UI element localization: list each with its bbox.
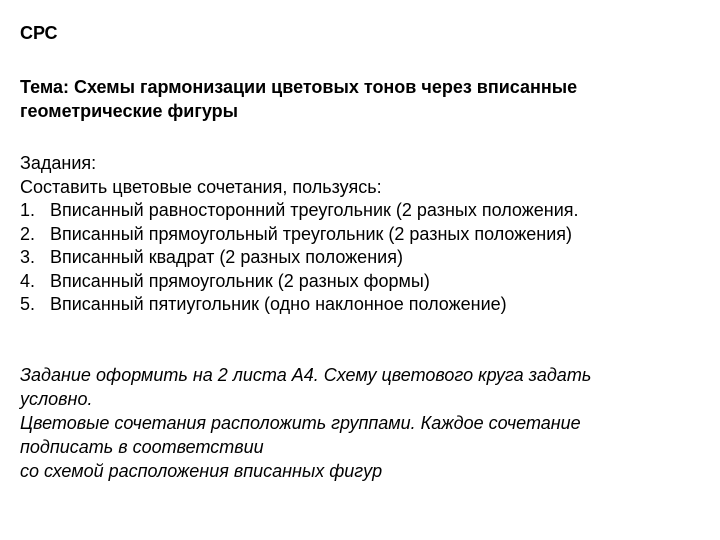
task-number: 1.: [20, 200, 36, 220]
task-text: Вписанный прямоугольник (2 разных формы): [50, 270, 430, 291]
note-line: со схемой расположения вписанных фигур: [20, 461, 383, 481]
task-text: Вписанный равносторонний треугольник (2 разных положения.: [50, 200, 579, 220]
document-label: СРС: [20, 23, 58, 43]
note-line: Задание оформить на 2 листа А4. Схему цветового круга задать: [20, 365, 592, 385]
instructions-note: [20, 363, 710, 483]
task-item: [20, 223, 710, 247]
task-item: [20, 199, 710, 223]
task-text: Вписанный квадрат (2 разных положения): [50, 247, 403, 267]
task-text: Вписанный пятиугольник (одно наклонное положение): [50, 294, 507, 314]
topic-heading: [20, 75, 700, 123]
note-line: Цветовые сочетания расположить группами. Каждое сочетание: [20, 413, 581, 433]
task-item: [20, 270, 710, 294]
tasks-intro: Составить цветовые сочетания, пользуясь:: [20, 176, 382, 197]
tasks-section: [20, 152, 710, 317]
document-page: [20, 0, 710, 540]
task-number: 5.: [20, 294, 36, 314]
tasks-list: [20, 199, 710, 317]
task-text: Вписанный прямоугольный треугольник (2 разных положения): [50, 223, 572, 244]
task-item: [20, 246, 710, 270]
task-number: 4.: [20, 270, 36, 291]
note-line: условно.: [20, 389, 93, 409]
task-number: 2.: [20, 223, 36, 244]
task-item: [20, 293, 710, 317]
topic-line: Тема: Схемы гармонизации цветовых тонов через вписанные: [20, 77, 578, 97]
topic-line: геометрические фигуры: [20, 101, 239, 121]
note-line: подписать в соответствии: [20, 437, 264, 457]
tasks-heading: Задания:: [20, 153, 97, 173]
task-number: 3.: [20, 247, 36, 267]
